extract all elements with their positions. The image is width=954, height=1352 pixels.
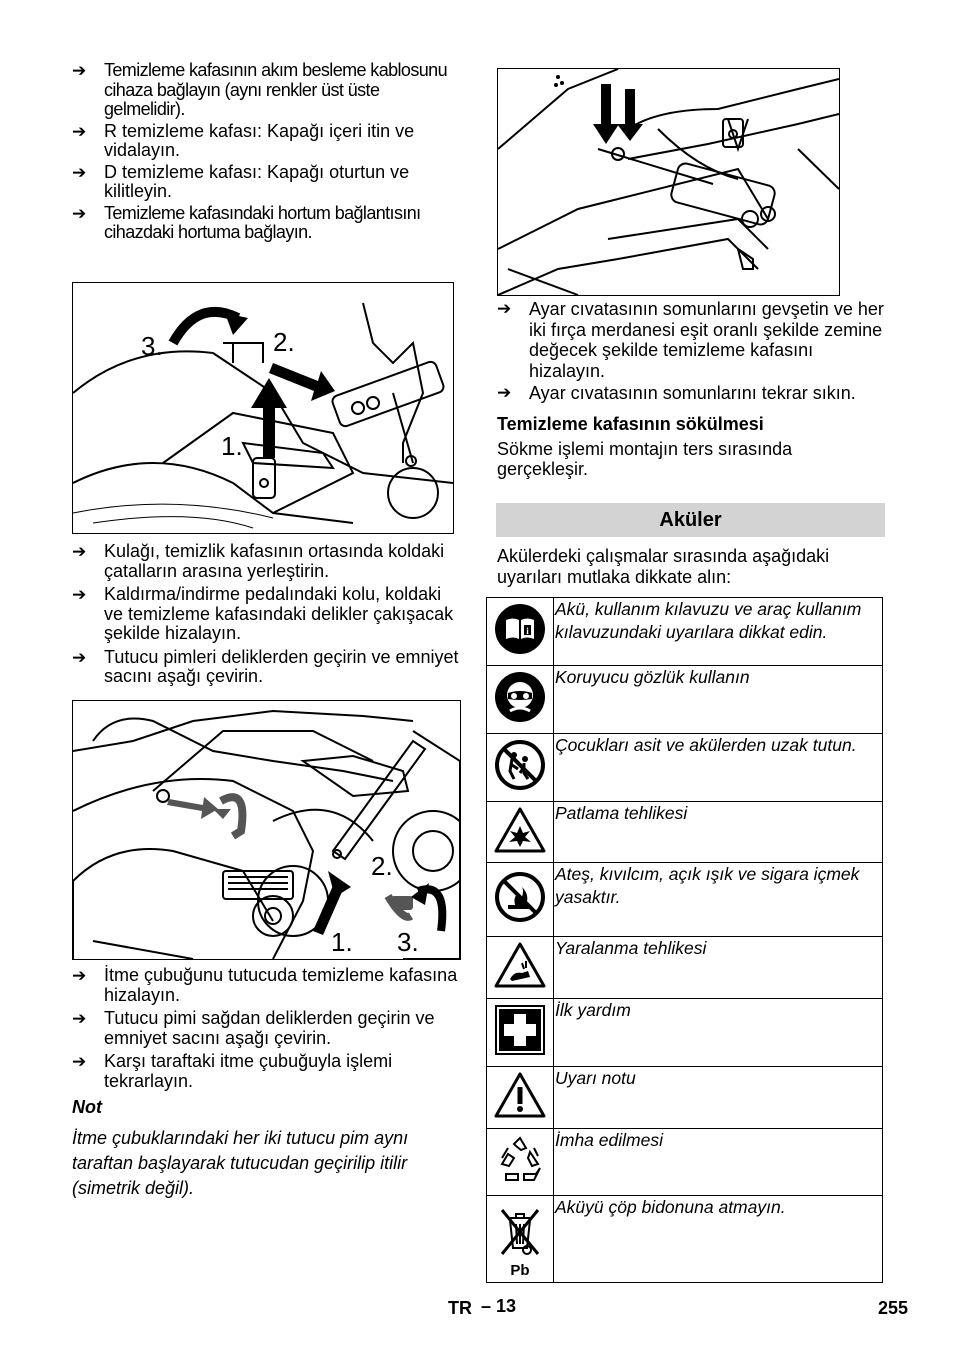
warning-text: Yaralanma tehlikesi <box>554 937 883 999</box>
step-3-label: 3. <box>397 927 419 957</box>
list-item: ➔ Temizleme kafasındaki hortum bağlantısını cihazdaki hortuma bağlayın. <box>72 202 421 242</box>
footer-section-page: – 13 <box>481 1296 517 1316</box>
step-1-label: 1. <box>331 927 353 957</box>
page-number: 255 <box>878 1298 909 1318</box>
section-subheading: Temizleme kafasının sökülmesi <box>497 413 764 434</box>
list-item: ➔ Karşı taraftaki itme çubuğuyla işlemi tekrarlayın. <box>72 1051 393 1091</box>
recycle-icon <box>494 1134 546 1186</box>
table-row <box>487 999 883 1067</box>
arrow-icon: ➔ <box>72 542 87 561</box>
list-item: ➔ R temizleme kafası: Kapağı içeri itin ve vidalayın. <box>72 120 415 160</box>
warning-text: Akü, kullanım kılavuzu ve araç kullanım kılavuzundaki uyarılara dikkat edin. <box>554 598 883 666</box>
table-row <box>487 863 883 937</box>
list-item: ➔ Tutucu pimleri deliklerden geçirin ve emniyet sacını aşağı çevirin. <box>72 646 459 686</box>
warning-text: Aküyü çöp bidonuna atmayın. <box>554 1196 883 1283</box>
step-2-label: 2. <box>273 327 295 357</box>
table-row <box>487 1129 883 1196</box>
explosion-icon <box>494 806 546 854</box>
note-title: Not <box>72 1097 102 1117</box>
list-item: ➔ Ayar cıvatasının somunlarını tekrar sıkın. <box>497 383 856 403</box>
svg-text:i: i <box>526 626 529 636</box>
warning-text: Koruyucu gözlük kullanın <box>554 666 883 734</box>
arrow-icon: ➔ <box>72 585 87 604</box>
first-aid-icon <box>494 1004 546 1056</box>
left-column-mid <box>72 542 460 687</box>
list-item: ➔ Tutucu pimi sağdan deliklerden geçirin ve emniyet sacını aşağı çevirin. <box>72 1008 435 1048</box>
list-item: ➔ Kaldırma/indirme pedalındaki kolu, koldaki ve temizleme kafasındaki delikler çakışacak şekilde hizalayın. <box>72 584 454 643</box>
subsection-text: Sökme işlemi montajın ters sırasında gerçekleşir. <box>497 438 793 479</box>
list-item: ➔ D temizleme kafası: Kapağı oturtun ve kilitleyin. <box>72 161 410 201</box>
no-bin-icon <box>494 1204 546 1258</box>
table-row <box>487 666 883 734</box>
step-list-1 <box>72 61 460 243</box>
no-fire-icon <box>494 871 546 923</box>
left-column <box>72 61 460 243</box>
step-2-label: 2. <box>371 851 393 881</box>
warning-text: Çocukları asit ve akülerden uzak tutun. <box>554 734 883 802</box>
table-row <box>487 1196 883 1283</box>
section-title-bar: Aküler <box>496 503 885 537</box>
list-item: ➔ Temizleme kafasının akım besleme kablosunu cihaza bağlayın (aynı renkler üst üste gelmelidir). <box>72 60 447 119</box>
section-intro: Akülerdeki çalışmalar sırasında aşağıdaki uyarıları mutlaka dikkate alın: <box>497 546 830 587</box>
left-column-bottom <box>72 966 460 1201</box>
arrow-icon: ➔ <box>72 203 86 223</box>
arrow-icon: ➔ <box>72 162 87 182</box>
no-children-icon <box>494 739 546 791</box>
list-item: ➔ Kulağı, temizlik kafasının ortasında koldaki çatalların arasına yerleştirin. <box>72 541 445 581</box>
table-row <box>487 802 883 863</box>
table-row <box>487 937 883 999</box>
warning-icon <box>494 1071 546 1119</box>
list-item: ➔ Ayar cıvatasının somunlarını gevşetin ve her iki fırça merdanesi eşit oranlı şekilde zemine değecek şekilde temizleme kafasını hizalayın. <box>497 299 884 381</box>
figure-3-drawing <box>498 69 839 295</box>
footer-lang: TR <box>448 1298 472 1318</box>
warning-text: Uyarı notu <box>554 1067 883 1129</box>
right-column <box>497 299 887 480</box>
arrow-icon: ➔ <box>72 966 87 985</box>
arrow-icon: ➔ <box>497 299 512 318</box>
arrow-icon: ➔ <box>497 383 512 402</box>
note-text: İtme çubuklarındaki her iki tutucu pim aynı taraftan başlayarak tutucudan geçirilip itilir (simetrik değil). <box>72 1128 409 1198</box>
warning-text: Patlama tehlikesi <box>554 802 883 863</box>
arrow-icon: ➔ <box>72 1052 87 1071</box>
goggles-icon <box>494 671 546 723</box>
manual-icon <box>494 603 546 655</box>
figure-push-rod <box>72 700 461 960</box>
figure-2-drawing <box>73 701 460 959</box>
arrow-icon: ➔ <box>72 61 86 80</box>
figure-1-drawing <box>73 283 453 533</box>
table-row <box>487 734 883 802</box>
warning-text: Ateş, kıvılcım, açık ışık ve sigara içmek yasaktır. <box>554 863 883 937</box>
table-row <box>487 598 883 666</box>
warning-table <box>486 597 883 1283</box>
injury-icon <box>494 941 546 989</box>
pb-label: Pb <box>510 1262 530 1279</box>
arrow-icon: ➔ <box>72 1009 87 1028</box>
arrow-icon: ➔ <box>72 121 87 141</box>
step-3-label: 3. <box>141 331 163 361</box>
arrow-icon: ➔ <box>72 647 87 667</box>
warning-text: İmha edilmesi <box>554 1129 883 1196</box>
figure-adjust-bolt <box>497 68 840 296</box>
warning-text: İlk yardım <box>554 999 883 1067</box>
step-1-label: 1. <box>221 431 243 461</box>
table-row <box>487 1067 883 1129</box>
figure-attach-head <box>72 282 454 534</box>
list-item: ➔ İtme çubuğunu tutucuda temizleme kafasına hizalayın. <box>72 965 458 1005</box>
